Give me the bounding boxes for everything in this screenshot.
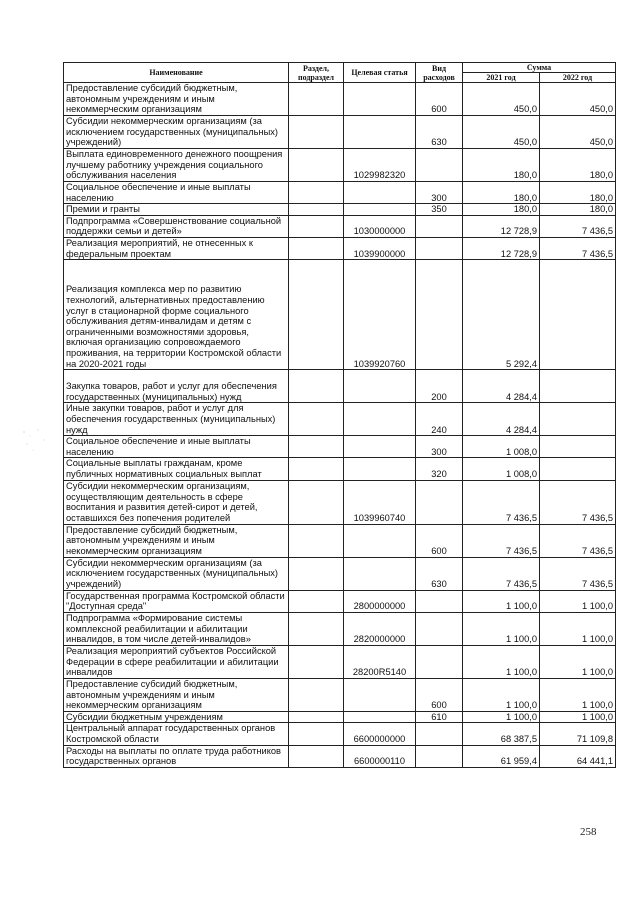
table-row bbox=[64, 260, 616, 370]
cell-sum-2022: 1 100,0 bbox=[540, 645, 616, 678]
cell-target-article bbox=[344, 458, 416, 480]
cell-razdel bbox=[289, 83, 344, 116]
cell-razdel bbox=[289, 645, 344, 678]
cell-expense-type bbox=[416, 260, 463, 370]
cell-name: Реализация мероприятий субъектов Российской Федерации в сфере реабилитации и абилитации инвалидов bbox=[64, 645, 289, 678]
cell-sum-2021: 180,0 bbox=[463, 149, 540, 182]
cell-sum-2022: 7 436,5 bbox=[540, 237, 616, 259]
table-row bbox=[64, 237, 616, 259]
cell-sum-2021: 450,0 bbox=[463, 83, 540, 116]
cell-sum-2021: 12 728,9 bbox=[463, 215, 540, 237]
cell-name: Социальное обеспечение и иные выплаты населению bbox=[64, 182, 289, 204]
cell-name: Выплата единовременного денежного поощрения лучшему работнику учреждения социального обслуживания населения bbox=[64, 149, 289, 182]
cell-name: Субсидии бюджетным учреждениям bbox=[64, 711, 289, 723]
table-body bbox=[64, 83, 616, 768]
cell-razdel bbox=[289, 723, 344, 745]
cell-target-article bbox=[344, 524, 416, 557]
cell-name: Субсидии некоммерческим организациям (за исключением государственных (муниципальных) учреждений) bbox=[64, 557, 289, 590]
cell-name: Субсидии некоммерческим организациям, осуществляющим деятельность в сфере воспитания и развития детей-сирот и детей, оставшихся без попечения родителей bbox=[64, 480, 289, 524]
header-year-2022: 2022 год bbox=[540, 73, 616, 83]
cell-expense-type bbox=[416, 745, 463, 767]
header-target-article: Целевая статья bbox=[344, 63, 416, 83]
cell-expense-type: 350 bbox=[416, 204, 463, 216]
cell-sum-2022: 7 436,5 bbox=[540, 557, 616, 590]
cell-name: Государственная программа Костромской области "Доступная среда" bbox=[64, 590, 289, 612]
cell-expense-type: 200 bbox=[416, 370, 463, 403]
table-row bbox=[64, 403, 616, 436]
cell-sum-2022: 7 436,5 bbox=[540, 215, 616, 237]
cell-sum-2021: 7 436,5 bbox=[463, 524, 540, 557]
table-row bbox=[64, 590, 616, 612]
cell-sum-2022: 64 441,1 bbox=[540, 745, 616, 767]
cell-name: Социальное обеспечение и иные выплаты населению bbox=[64, 436, 289, 458]
cell-sum-2021: 1 100,0 bbox=[463, 612, 540, 645]
cell-target-article: 1039960740 bbox=[344, 480, 416, 524]
cell-name: Предоставление субсидий бюджетным, автономным учреждениям и иным некоммерческим организациям bbox=[64, 678, 289, 711]
cell-name: Предоставление субсидий бюджетным, автономным учреждениям и иным некоммерческим организациям bbox=[64, 524, 289, 557]
header-expense-type: Вид расходов bbox=[416, 63, 463, 83]
cell-target-article: 1030000000 bbox=[344, 215, 416, 237]
cell-name: Подпрограмма «Формирование системы комплексной реабилитации и абилитации инвалидов, в том числе детей-инвалидов» bbox=[64, 612, 289, 645]
table-row bbox=[64, 645, 616, 678]
cell-name: Премии и гранты bbox=[64, 204, 289, 216]
cell-sum-2021: 1 008,0 bbox=[463, 436, 540, 458]
cell-name: Центральный аппарат государственных органов Костромской области bbox=[64, 723, 289, 745]
table-row bbox=[64, 711, 616, 723]
table-row bbox=[64, 116, 616, 149]
cell-sum-2021: 450,0 bbox=[463, 116, 540, 149]
cell-razdel bbox=[289, 182, 344, 204]
cell-sum-2022: 180,0 bbox=[540, 204, 616, 216]
cell-target-article: 1039900000 bbox=[344, 237, 416, 259]
cell-razdel bbox=[289, 204, 344, 216]
cell-sum-2022: 7 436,5 bbox=[540, 480, 616, 524]
cell-razdel bbox=[289, 260, 344, 370]
cell-name: Субсидии некоммерческим организациям (за исключением государственных (муниципальных) учреждений) bbox=[64, 116, 289, 149]
cell-target-article bbox=[344, 204, 416, 216]
cell-razdel bbox=[289, 403, 344, 436]
cell-sum-2022 bbox=[540, 403, 616, 436]
cell-expense-type bbox=[416, 645, 463, 678]
cell-sum-2022: 450,0 bbox=[540, 83, 616, 116]
cell-razdel bbox=[289, 149, 344, 182]
table-row bbox=[64, 678, 616, 711]
cell-razdel bbox=[289, 116, 344, 149]
header-year-2021: 2021 год bbox=[463, 73, 540, 83]
header-razdel: Раздел, подраздел bbox=[289, 63, 344, 83]
cell-name: Закупка товаров, работ и услуг для обеспечения государственных (муниципальных) нужд bbox=[64, 370, 289, 403]
cell-expense-type bbox=[416, 149, 463, 182]
cell-razdel bbox=[289, 711, 344, 723]
table-row bbox=[64, 436, 616, 458]
cell-name: Социальные выплаты гражданам, кроме публичных нормативных социальных выплат bbox=[64, 458, 289, 480]
table-row bbox=[64, 182, 616, 204]
cell-sum-2021: 68 387,5 bbox=[463, 723, 540, 745]
cell-sum-2021: 180,0 bbox=[463, 182, 540, 204]
cell-target-article bbox=[344, 403, 416, 436]
cell-target-article bbox=[344, 370, 416, 403]
cell-expense-type bbox=[416, 237, 463, 259]
cell-name: Реализация комплекса мер по развитию технологий, альтернативных предоставлению услуг в стационарной форме социального обслуживания детям-инвалидам и детям с ограниченными возможностями здоровья, включая организацию сопровождаемого проживания, на территории Костромской области на 2020-2021 годы bbox=[64, 260, 289, 370]
cell-sum-2021: 61 959,4 bbox=[463, 745, 540, 767]
cell-sum-2022: 180,0 bbox=[540, 182, 616, 204]
cell-razdel bbox=[289, 370, 344, 403]
cell-target-article bbox=[344, 557, 416, 590]
cell-expense-type bbox=[416, 723, 463, 745]
cell-expense-type: 600 bbox=[416, 524, 463, 557]
cell-razdel bbox=[289, 524, 344, 557]
cell-razdel bbox=[289, 612, 344, 645]
table-row bbox=[64, 524, 616, 557]
cell-expense-type: 240 bbox=[416, 403, 463, 436]
cell-razdel bbox=[289, 557, 344, 590]
cell-razdel bbox=[289, 436, 344, 458]
header-name: Наименование bbox=[64, 63, 289, 83]
cell-target-article bbox=[344, 711, 416, 723]
cell-sum-2021: 1 100,0 bbox=[463, 645, 540, 678]
cell-expense-type: 600 bbox=[416, 83, 463, 116]
cell-sum-2021: 12 728,9 bbox=[463, 237, 540, 259]
cell-razdel bbox=[289, 458, 344, 480]
table-row bbox=[64, 204, 616, 216]
cell-sum-2022: 7 436,5 bbox=[540, 524, 616, 557]
cell-sum-2021: 4 284,4 bbox=[463, 403, 540, 436]
cell-target-article: 6600000000 bbox=[344, 723, 416, 745]
cell-target-article bbox=[344, 182, 416, 204]
cell-target-article: 6600000110 bbox=[344, 745, 416, 767]
cell-sum-2022 bbox=[540, 260, 616, 370]
cell-sum-2022: 1 100,0 bbox=[540, 678, 616, 711]
cell-sum-2021: 7 436,5 bbox=[463, 480, 540, 524]
cell-expense-type: 630 bbox=[416, 116, 463, 149]
cell-name: Реализация мероприятий, не отнесенных к федеральным проектам bbox=[64, 237, 289, 259]
cell-name: Расходы на выплаты по оплате труда работников государственных органов bbox=[64, 745, 289, 767]
cell-expense-type: 600 bbox=[416, 678, 463, 711]
scan-speckle bbox=[18, 422, 58, 462]
cell-sum-2022: 71 109,8 bbox=[540, 723, 616, 745]
cell-name: Иные закупки товаров, работ и услуг для обеспечения государственных (муниципальных) нужд bbox=[64, 403, 289, 436]
cell-expense-type: 610 bbox=[416, 711, 463, 723]
table-row bbox=[64, 149, 616, 182]
cell-sum-2021: 1 100,0 bbox=[463, 590, 540, 612]
cell-sum-2022 bbox=[540, 458, 616, 480]
cell-target-article: 2800000000 bbox=[344, 590, 416, 612]
cell-target-article: 28200R5140 bbox=[344, 645, 416, 678]
cell-sum-2022: 180,0 bbox=[540, 149, 616, 182]
cell-expense-type bbox=[416, 612, 463, 645]
cell-target-article bbox=[344, 83, 416, 116]
cell-target-article: 1029982320 bbox=[344, 149, 416, 182]
cell-target-article: 1039920760 bbox=[344, 260, 416, 370]
cell-expense-type bbox=[416, 480, 463, 524]
cell-razdel bbox=[289, 480, 344, 524]
table-row bbox=[64, 83, 616, 116]
cell-sum-2022: 450,0 bbox=[540, 116, 616, 149]
cell-expense-type: 320 bbox=[416, 458, 463, 480]
cell-target-article bbox=[344, 436, 416, 458]
cell-target-article: 2820000000 bbox=[344, 612, 416, 645]
cell-sum-2021: 7 436,5 bbox=[463, 557, 540, 590]
cell-razdel bbox=[289, 745, 344, 767]
cell-sum-2021: 4 284,4 bbox=[463, 370, 540, 403]
table-row bbox=[64, 480, 616, 524]
cell-razdel bbox=[289, 215, 344, 237]
cell-sum-2022: 1 100,0 bbox=[540, 711, 616, 723]
table-row bbox=[64, 370, 616, 403]
page-number: 258 bbox=[580, 826, 597, 838]
cell-razdel bbox=[289, 237, 344, 259]
cell-sum-2021: 180,0 bbox=[463, 204, 540, 216]
cell-sum-2022: 1 100,0 bbox=[540, 612, 616, 645]
cell-expense-type bbox=[416, 215, 463, 237]
cell-name: Предоставление субсидий бюджетным, автономным учреждениям и иным некоммерческим организациям bbox=[64, 83, 289, 116]
cell-sum-2021: 1 100,0 bbox=[463, 711, 540, 723]
cell-expense-type bbox=[416, 590, 463, 612]
cell-sum-2021: 1 008,0 bbox=[463, 458, 540, 480]
cell-sum-2022 bbox=[540, 436, 616, 458]
table-row bbox=[64, 723, 616, 745]
table-row bbox=[64, 612, 616, 645]
cell-target-article bbox=[344, 678, 416, 711]
cell-expense-type: 630 bbox=[416, 557, 463, 590]
budget-table bbox=[63, 62, 616, 768]
cell-target-article bbox=[344, 116, 416, 149]
cell-sum-2022: 1 100,0 bbox=[540, 590, 616, 612]
table-row bbox=[64, 215, 616, 237]
header-sum: Сумма bbox=[463, 63, 616, 73]
cell-sum-2021: 5 292,4 bbox=[463, 260, 540, 370]
table-row bbox=[64, 458, 616, 480]
cell-sum-2021: 1 100,0 bbox=[463, 678, 540, 711]
cell-razdel bbox=[289, 678, 344, 711]
table-row bbox=[64, 745, 616, 767]
cell-sum-2022 bbox=[540, 370, 616, 403]
table-row bbox=[64, 557, 616, 590]
cell-razdel bbox=[289, 590, 344, 612]
cell-name: Подпрограмма «Совершенствование социальной поддержки семьи и детей» bbox=[64, 215, 289, 237]
cell-expense-type: 300 bbox=[416, 436, 463, 458]
cell-expense-type: 300 bbox=[416, 182, 463, 204]
